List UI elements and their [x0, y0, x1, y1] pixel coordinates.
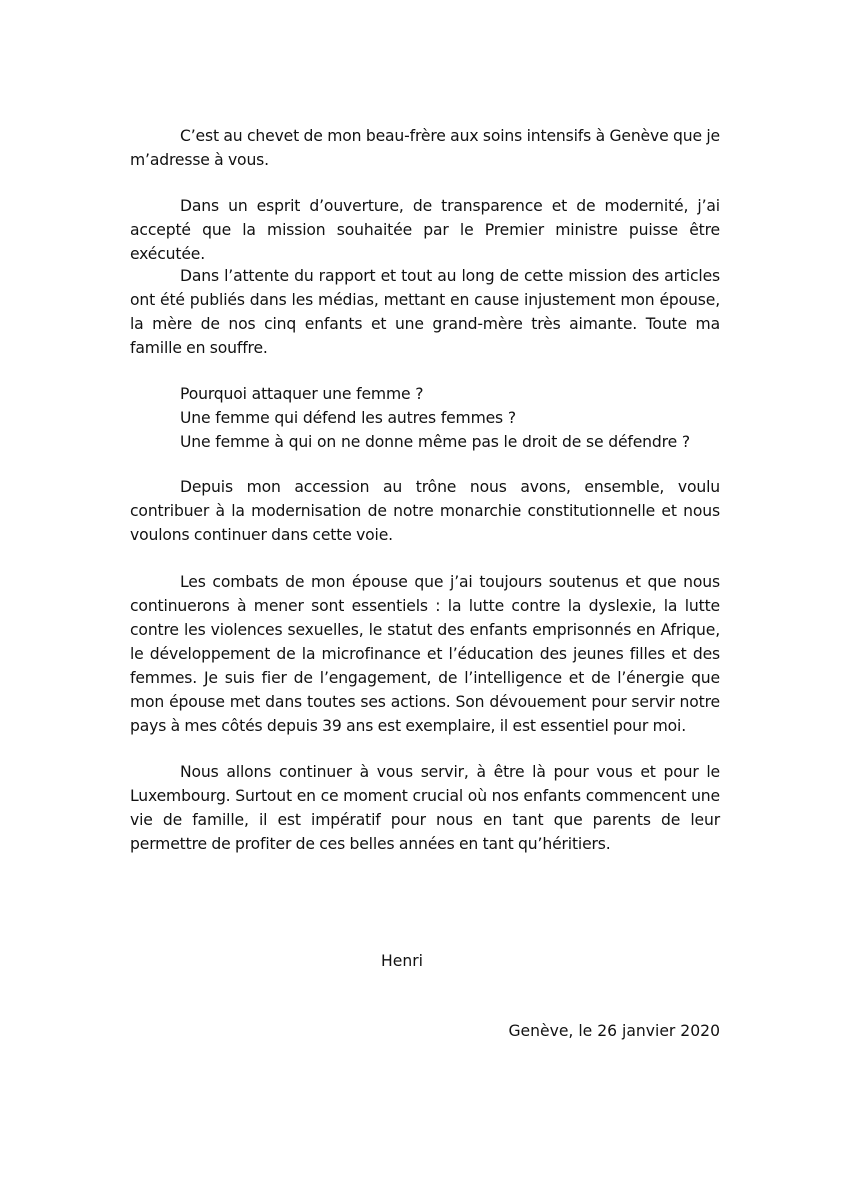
question-line: Une femme à qui on ne donne même pas le droit de se défendre ? — [180, 433, 690, 451]
paragraph-monarchy — [130, 475, 720, 547]
question-line: Pourquoi attaquer une femme ? — [180, 385, 424, 403]
question-line: Une femme qui défend les autres femmes ? — [180, 409, 516, 427]
paragraph-mission — [130, 194, 720, 266]
paragraph-text: Nous allons continuer à vous servir, à être là pour vous et pour le Luxembourg. Surtout en ce moment crucial où nos enfants commencent une vie de famille, il est impératif pour nous en tant que parents de leur permettre de profiter de ces belles années en tant qu’héritiers. — [130, 763, 720, 853]
paragraph-intro — [130, 124, 720, 172]
paragraph-future — [130, 760, 720, 856]
paragraph-text: Les combats de mon épouse que j’ai toujours soutenus et que nous continuerons à mener sont essentiels : la lutte contre la dyslexie, la lutte contre les violences sexuelles, le statut des enfants emprisonnés en Afrique, le développement de la microfinance et l’éducation des jeunes filles et des femmes. Je suis fier de l’engagement, de l’intelligence et de l’énergie que mon épouse met dans toutes ses actions. Son dévouement pour servir notre pays à mes côtés depuis 39 ans est exemplaire, il est essentiel pour moi. — [130, 573, 720, 735]
paragraph-media — [130, 264, 720, 360]
paragraph-text: Depuis mon accession au trône nous avons, ensemble, voulu contribuer à la modernisation de notre monarchie constitutionnelle et nous voulons continuer dans cette voie. — [130, 478, 720, 544]
signature: Henri — [381, 952, 423, 970]
paragraph-text: C’est au chevet de mon beau-frère aux soins intensifs à Genève que je m’adresse à vous. — [130, 127, 720, 169]
question-list — [180, 382, 740, 454]
paragraph-combats — [130, 570, 720, 738]
paragraph-text: Dans un esprit d’ouverture, de transparence et de modernité, j’ai accepté que la mission souhaitée par le Premier ministre puisse être exécutée. — [130, 197, 720, 263]
place-date: Genève, le 26 janvier 2020 — [508, 1022, 720, 1040]
paragraph-text: Dans l’attente du rapport et tout au long de cette mission des articles ont été publiés dans les médias, mettant en cause injustement mon épouse, la mère de nos cinq enfants et une grand-mère très aimante. Toute ma famille en souffre. — [130, 267, 720, 357]
